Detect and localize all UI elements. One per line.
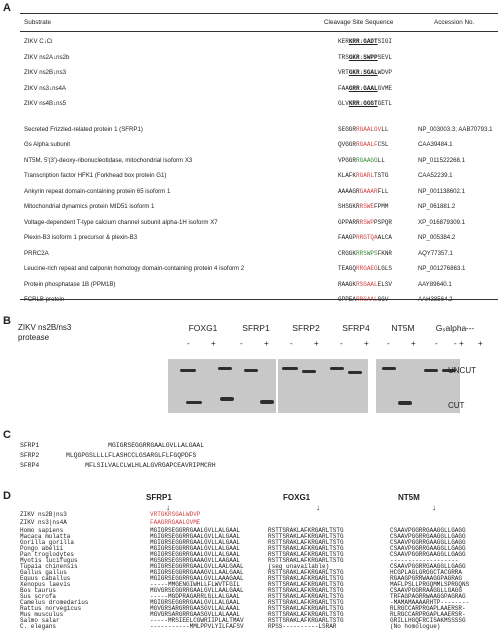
substrate-name: FCRLB protein — [24, 296, 65, 303]
nt5m-seq: RGAAGPGRRWAAGGPAGRAG — [390, 575, 463, 582]
seq-prefix: AAAAGR — [338, 187, 360, 195]
lane-minus: - — [435, 339, 438, 348]
lane-label: NT5M — [391, 323, 415, 333]
species-name: Sus scrofa — [20, 593, 57, 600]
arrow-sfrp1: ↓ — [166, 503, 170, 512]
table-row — [20, 264, 498, 274]
seq-prefix: FAAGP — [338, 234, 357, 241]
foxg1-seq: RSTTSRAKLAFKRGARLTSTG — [268, 593, 344, 600]
foxg1-seq: RSTTSRAKLAFKRGARLTSTG — [268, 569, 344, 576]
table-top-rule — [20, 13, 498, 14]
foxg1-seq: RSTTSRAKLAFKRGARLTSTG — [268, 581, 344, 588]
cleavage-sequence — [338, 295, 388, 305]
sfrp1-seq: MGIGRSEGGRRGAALGVLLALGAAL — [150, 551, 241, 558]
nt5m-seq: HCGPLAGLGRGGCTACGRRA — [390, 569, 463, 576]
lane-label: SFRP1 — [242, 323, 270, 333]
accession-number: XP_016879309.1 — [418, 218, 466, 226]
seq-prefix: FAA — [338, 84, 349, 92]
seq-prefix: VPGGR — [338, 156, 357, 164]
substrate-name: ZIKV ns3↓ns4A — [24, 84, 66, 92]
seq-core: RSWE — [359, 203, 375, 210]
cleavage-sequence — [338, 84, 392, 94]
seq-prefix: TRS — [338, 53, 349, 61]
nt5m-seq: (No homologue) — [390, 623, 441, 630]
seq-suffix: SEVL — [377, 53, 393, 61]
accession-number: CAA52239.1 — [418, 172, 453, 179]
accession-number: AAH38564.2 — [418, 296, 453, 303]
cleavage-sequence — [338, 202, 388, 212]
species-name: Tupaia chinensis — [20, 563, 78, 570]
zikv-name: ZIKV ns3|ns4A — [20, 519, 67, 526]
substrate-name: Transcription factor HFK1 (Forkhead box protein G1) — [24, 172, 167, 179]
accession-number: NP_011522268.1 — [418, 156, 465, 164]
nt5m-seq: RLRGCCARPRGAPLAAERSR- — [390, 605, 466, 612]
seq-core: RRGAEG — [356, 265, 378, 272]
foxg1-seq: RSTTSRAKLAFKRGARLTSTG — [268, 551, 344, 558]
table-row — [20, 202, 498, 212]
protease-label: ZIKV ns2B/ns3 protease — [18, 323, 72, 342]
substrate-name: Mitochondrial dynamics protein MID51 isoform 1 — [24, 203, 155, 210]
cleavage-sequence — [338, 37, 392, 47]
table-row — [20, 53, 498, 63]
seq-suffix: TSTG — [374, 172, 389, 179]
table-row — [20, 218, 498, 228]
seq-core: GKR↓SWPP — [348, 53, 378, 61]
zikv-row — [20, 519, 490, 527]
gel-band — [180, 369, 196, 372]
species-row — [20, 623, 490, 631]
sfrp1-seq: -----MMGENGIWHLLFLWVTFGIL — [150, 581, 241, 588]
seq-core: GKR↓SGAL — [348, 69, 378, 76]
seq-prefix: GPPARR — [338, 218, 360, 226]
species-name: Gorilla gorilla — [20, 539, 75, 546]
species-name: Gallus gallus — [20, 569, 67, 576]
substrate-name: NT5M, 5'(3')-deoxy-ribonucleotidase, mitochondrial isoform X3 — [24, 156, 193, 164]
seq-suffix: PSPQR — [374, 218, 393, 226]
substrate-name: Secreted Frizzled-related protein 1 (SFRP1) — [24, 125, 143, 133]
sfrp1-seq: MGVGRSARGRRGAASGVLLALAAAL — [150, 605, 241, 612]
species-name: Camelus dromedarius — [20, 599, 89, 606]
table-bottom-rule — [20, 299, 498, 300]
sfrp1-seq: -----MRSIEELCGWRIIPLALTMAV — [150, 617, 244, 624]
sfrp1-seq: MGIGRSEGGRRGAALGVLLALGAAL — [150, 533, 241, 540]
table-row — [20, 140, 498, 150]
lane-minus: - — [187, 339, 190, 348]
species-name: Xenopus laevis — [20, 581, 71, 588]
seq-suffix: FPMM — [374, 203, 389, 210]
header-cleavage-site: Cleavage Site Sequence — [324, 19, 394, 26]
cleavage-sequence — [338, 187, 388, 197]
seq-suffix: SIGI — [377, 38, 393, 45]
substrate-name: Plexin-B3 isoform 1 precursor & plexin-B3 — [24, 234, 138, 241]
seq-core: RRSWPS — [356, 249, 378, 257]
seq-suffix: WDVP — [377, 69, 393, 76]
nt5m-seq: CSAAVPGGRRGAAGGLLGAGG — [390, 563, 466, 570]
panel-label-a: A — [3, 2, 11, 14]
sfrp1-seq: -----MGDPRAGARRLGLLALGAAL — [150, 593, 241, 600]
accession-number: NP_061881.2 — [418, 203, 456, 210]
lane-label: Gₛalpha — [435, 323, 467, 333]
sfrp1-seq: -----------MMLPPVLYILFAFSV — [150, 623, 244, 630]
foxg1-seq: RSTTSRAKLAFKRGARLTSTG — [268, 557, 344, 564]
lane-plus: + — [411, 339, 416, 348]
substrate-name: Leucine-rich repeat and calponin homology domain-containing protein 4 isoform 2 — [24, 265, 245, 272]
seq-prefix: SEGGR — [338, 125, 357, 133]
seq-prefix: RAAGK — [338, 280, 357, 288]
seq-prefix: QVGGR — [338, 141, 357, 148]
protein-sequence: MFLSILVALCLWLHLALGVRGAPCEAVRIPMCRH — [66, 462, 216, 469]
foxg1-seq: RSTTSRAKLAFKRGARLTSTG — [268, 539, 344, 546]
sfrp1-seq: MGVGRSEGGRRGAALGVLLAALGAAL — [150, 587, 244, 594]
table-row — [20, 99, 498, 109]
nt5m-seq: -MAMAMAAAARHTP-------- — [390, 599, 470, 606]
foxg1-seq: RSTTSRAKLAFKRGARLTSTG — [268, 533, 344, 540]
foxg1-seq: RPSS----------LSRAR — [268, 623, 337, 630]
nt5m-seq: RLRGCCARPRGAPLAAERSR- — [390, 611, 466, 618]
cleavage-sequence — [338, 156, 385, 166]
nt5m-seq: CSAAVPGGRRGAAGGLLGAGG — [390, 533, 466, 540]
cleavage-sequence — [338, 249, 392, 259]
foxg1-seq: RSTTSRAKLAFKRGARLTSTG — [268, 545, 344, 552]
lane-minus: - — [387, 339, 390, 348]
cleavage-sequence — [338, 140, 388, 150]
table-row — [20, 125, 498, 135]
seq-suffix: CSL — [377, 141, 389, 148]
lane-label: SFRP4 — [342, 323, 370, 333]
table-row — [20, 171, 498, 181]
seq-suffix: GGV — [377, 296, 389, 303]
protein-name: SFRP2 — [20, 452, 40, 459]
table-row — [20, 156, 498, 166]
substrate-name: ZIKV C↓Ci — [24, 38, 53, 45]
seq-prefix: SHSGKR — [338, 203, 360, 210]
panel-d-header-nt5m: NT5M — [398, 493, 420, 502]
seq-prefix: KER — [338, 38, 349, 45]
seq-suffix: LL — [377, 156, 385, 164]
header-substrate: Substrate — [24, 19, 51, 26]
foxg1-seq: RSTTSRAKLAFKRGARLTSTG — [268, 527, 344, 534]
table-row — [20, 68, 498, 78]
cleavage-sequence — [338, 68, 392, 78]
seq-prefix: GLV — [338, 100, 349, 107]
gel-band — [220, 397, 234, 401]
gel-band — [398, 401, 412, 405]
seq-prefix: TEAGQ — [338, 265, 357, 272]
sfrp1-seq: MGIGRSEGGRRGAALGVLLALGAAL — [150, 599, 241, 606]
species-name: C. elegans — [20, 623, 57, 630]
sfrp1-seq: MGIGRSEGGRRGAALGVLLALGAAL — [150, 527, 241, 534]
seq-core: RSGAAL — [356, 280, 378, 288]
lane-minus: - — [240, 339, 243, 348]
nt5m-seq: CSAAVPGGRRAAGGLLGAGG — [390, 587, 463, 594]
table-header-rule — [20, 31, 498, 32]
lane-plus: + — [264, 339, 269, 348]
seq-core: RRGTQA — [356, 234, 378, 241]
sfrp1-seq: MGVGRSARGRRGAASGVLLALAAAL — [150, 611, 241, 618]
seq-core: RGAAGG — [356, 156, 378, 164]
seq-prefix: GPPEA — [338, 296, 357, 303]
panel-b — [0, 315, 500, 420]
species-name: Pongo abelii — [20, 545, 64, 552]
substrate-name: ZIKV ns2B↓ns3 — [24, 69, 66, 76]
gel-panel — [236, 359, 276, 413]
lane-label: SFRP2 — [292, 323, 320, 333]
protein-sequence: MGIGRSEGGRRGAALGVLLALGAAL — [66, 442, 205, 449]
species-name: Mus musculus — [20, 611, 64, 618]
sfrp1-seq: MGIGRSEGGRRGAALGVLLAALGAAL — [150, 563, 244, 570]
gel-band — [244, 369, 258, 372]
panel-label-b: B — [3, 315, 11, 327]
table-row — [20, 84, 498, 94]
accession-number: AQY77357.1 — [418, 249, 453, 257]
species-name: Bos taurus — [20, 587, 57, 594]
foxg1-seq: (seq unavailable) — [268, 563, 330, 570]
seq-suffix: ELSV — [377, 280, 393, 288]
lane-plus: + — [211, 339, 216, 348]
sfrp1-seq: MGIGRSEGGRRGAALGVLLALGAAL — [150, 539, 241, 546]
zikv-row — [20, 511, 490, 519]
foxg1-seq: RSTTSRAKLAFKRGARLTSTG — [268, 605, 344, 612]
nt5m-seq: ------------------- — [390, 557, 459, 564]
seq-suffix: FKNR — [377, 249, 393, 257]
foxg1-seq: RSTTSRAKLAFKRGARLTSTG — [268, 587, 344, 594]
arrow-foxg1: ↓ — [316, 503, 320, 512]
seq-core: KRR↓GADT — [348, 38, 378, 45]
sfrp1-seq: MGIGRSEGGRRGAALGVLLAAAGAAL — [150, 575, 244, 582]
seq-core: RGARL — [356, 172, 375, 179]
seq-core: RSWP — [359, 218, 375, 226]
species-name: Myotis lucifugus — [20, 557, 78, 564]
lane-plus: + — [314, 339, 319, 348]
cleavage-sequence — [338, 218, 392, 228]
foxg1-seq: RSTTSRAKLAFKRGARLTSTG — [268, 599, 344, 606]
gel-band — [282, 367, 298, 370]
gel-band — [260, 400, 274, 404]
cleavage-sequence — [338, 171, 388, 181]
nt5m-seq: CSAAVPGGRRGAAGGLLGAGG — [390, 527, 466, 534]
substrate-name: Ankyrin repeat domain-containing protein 65 isoform 1 — [24, 187, 171, 195]
seq-core: RRGAAL — [356, 296, 378, 303]
gel-band — [218, 367, 232, 370]
table-row — [20, 249, 498, 259]
seq-prefix: CRGGK — [338, 249, 357, 257]
nt5m-seq: MAFLPSLLPRGQMMLSPRGQNS — [390, 581, 470, 588]
substrate-name: ZIKV ns2A↓ns2b — [24, 53, 70, 61]
foxg1-seq: RSTTSRAKLAFKRGARLTSTG — [268, 617, 344, 624]
substrate-name: PRRC2A — [24, 249, 49, 257]
header-accession: Accession No. — [434, 19, 475, 26]
zikv-seq: VRTGKRSGALWDVP — [150, 511, 201, 518]
species-name: Salmo salar — [20, 617, 60, 624]
foxg1-seq: RSTTSRAKLAFKRGARLTSTG — [268, 611, 344, 618]
sfrp1-seq: MGIGRSEGGRRGAAAGVLLAALGAAL — [150, 569, 244, 576]
seq-suffix: LGLS — [377, 265, 393, 272]
gel-band — [348, 371, 362, 374]
seq-suffix: GVME — [377, 84, 393, 92]
panel-d-header-sfrp1: SFRP1 — [146, 493, 172, 502]
gel-band — [382, 367, 396, 370]
nt5m-seq: CSAAVPGGRRGAAGGLLGAGG — [390, 539, 466, 546]
seq-prefix: VRT — [338, 69, 349, 76]
lane-label: FOXG1 — [188, 323, 218, 333]
zikv-seq: FAAGRRGAALGVME — [150, 519, 201, 526]
lane-plus: + — [478, 339, 483, 348]
species-name: Equus caballus — [20, 575, 71, 582]
protein-sequence: MLQGPGSLLLLFLASHCCLGSARGLFLFGQPDFS — [66, 452, 197, 459]
accession-number: AAY89640.1 — [418, 280, 452, 288]
table-row — [20, 187, 498, 197]
species-name: Homo sapiens — [20, 527, 64, 534]
accession-number: NP_001138602.1 — [418, 187, 465, 195]
panel-label-d: D — [3, 490, 11, 502]
substrate-name: Voltage-dependent T-type calcium channel subunit alpha-1H isoform X7 — [24, 218, 218, 226]
lane-label: --- — [465, 323, 475, 333]
protein-name: SFRP4 — [20, 462, 40, 469]
seq-core: RGAALGV — [356, 125, 382, 133]
species-name: Pan troglodytes — [20, 551, 75, 558]
table-row — [20, 295, 498, 305]
cleavage-sequence — [338, 53, 392, 63]
sfrp1-seq: MGSGRSEGSRRGAAAGVLLAAGAAL — [150, 557, 241, 564]
alignment-row — [20, 462, 216, 469]
uncut-label: UNCUT — [448, 366, 476, 375]
seq-suffix: FLL — [377, 187, 389, 195]
gel-band — [302, 370, 316, 373]
cleavage-sequence — [338, 264, 392, 274]
nt5m-seq: CSAAVPGGRRGAAGGLLGAGG — [390, 551, 466, 558]
table-row — [20, 37, 498, 47]
arrow-nt5m: ↓ — [432, 503, 436, 512]
species-name: Rattus norvegicus — [20, 605, 82, 612]
gel-band — [424, 369, 438, 372]
table-row — [20, 233, 498, 243]
substrate-name: Protein phosphatase 1B (PPM1B) — [24, 280, 116, 288]
nt5m-seq: CSAAVPGGRRGAAGGLLGAGG — [390, 545, 466, 552]
substrate-name: Gs Alpha subunit — [24, 141, 71, 148]
lane-plus: + — [459, 339, 464, 348]
lane-minus: - — [340, 339, 343, 348]
seq-suffix: ALCA — [377, 234, 393, 241]
seq-core: RGAALF — [356, 141, 378, 148]
accession-number: NP_005384.2 — [418, 234, 456, 241]
gel-band — [330, 367, 344, 370]
cleavage-sequence — [338, 280, 392, 290]
nt5m-seq: TRFAGPAGRRWAAGGPAGRAG — [390, 593, 466, 600]
cleavage-sequence — [338, 99, 392, 109]
accession-number: NP_001276863.1 — [418, 265, 466, 272]
seq-core: GAAAR — [359, 187, 378, 195]
seq-suffix: LL — [381, 125, 389, 133]
lane-plus: + — [364, 339, 369, 348]
alignment-row — [20, 452, 196, 459]
gel-band — [186, 401, 202, 404]
lane-minus: - — [290, 339, 293, 348]
seq-core: KRR↓GGGT — [348, 100, 378, 107]
cleavage-sequence — [338, 233, 392, 243]
cut-label: CUT — [448, 401, 465, 410]
nt5m-seq: GRILLHGQFRCISAKMSSSSG — [390, 617, 466, 624]
table-row — [20, 280, 498, 290]
seq-suffix: GETL — [377, 100, 393, 107]
protein-name: SFRP1 — [20, 442, 40, 449]
species-name: Macaca mulatta — [20, 533, 71, 540]
cleavage-sequence — [338, 125, 388, 135]
panel-label-c: C — [3, 429, 11, 441]
accession-number: NP_003003.3; AAB70793.1 — [418, 125, 493, 133]
panel-d-header-foxg1: FOXG1 — [283, 493, 311, 502]
alignment-row — [20, 442, 204, 449]
seq-core: GRR↓GAAL — [348, 84, 378, 92]
seq-prefix: KLAFK — [338, 172, 357, 179]
sfrp1-seq: MGIGRSEGGRRGAALGVLLALGAAL — [150, 545, 241, 552]
substrate-name: ZIKV ns4B↓ns5 — [24, 100, 66, 107]
zikv-name: ZIKV ns2B|ns3 — [20, 511, 67, 518]
accession-number: CAA39484.1 — [418, 141, 453, 148]
lane-minus: - — [454, 339, 457, 348]
foxg1-seq: RSTTSRAKLAFKRGARLTSTG — [268, 575, 344, 582]
